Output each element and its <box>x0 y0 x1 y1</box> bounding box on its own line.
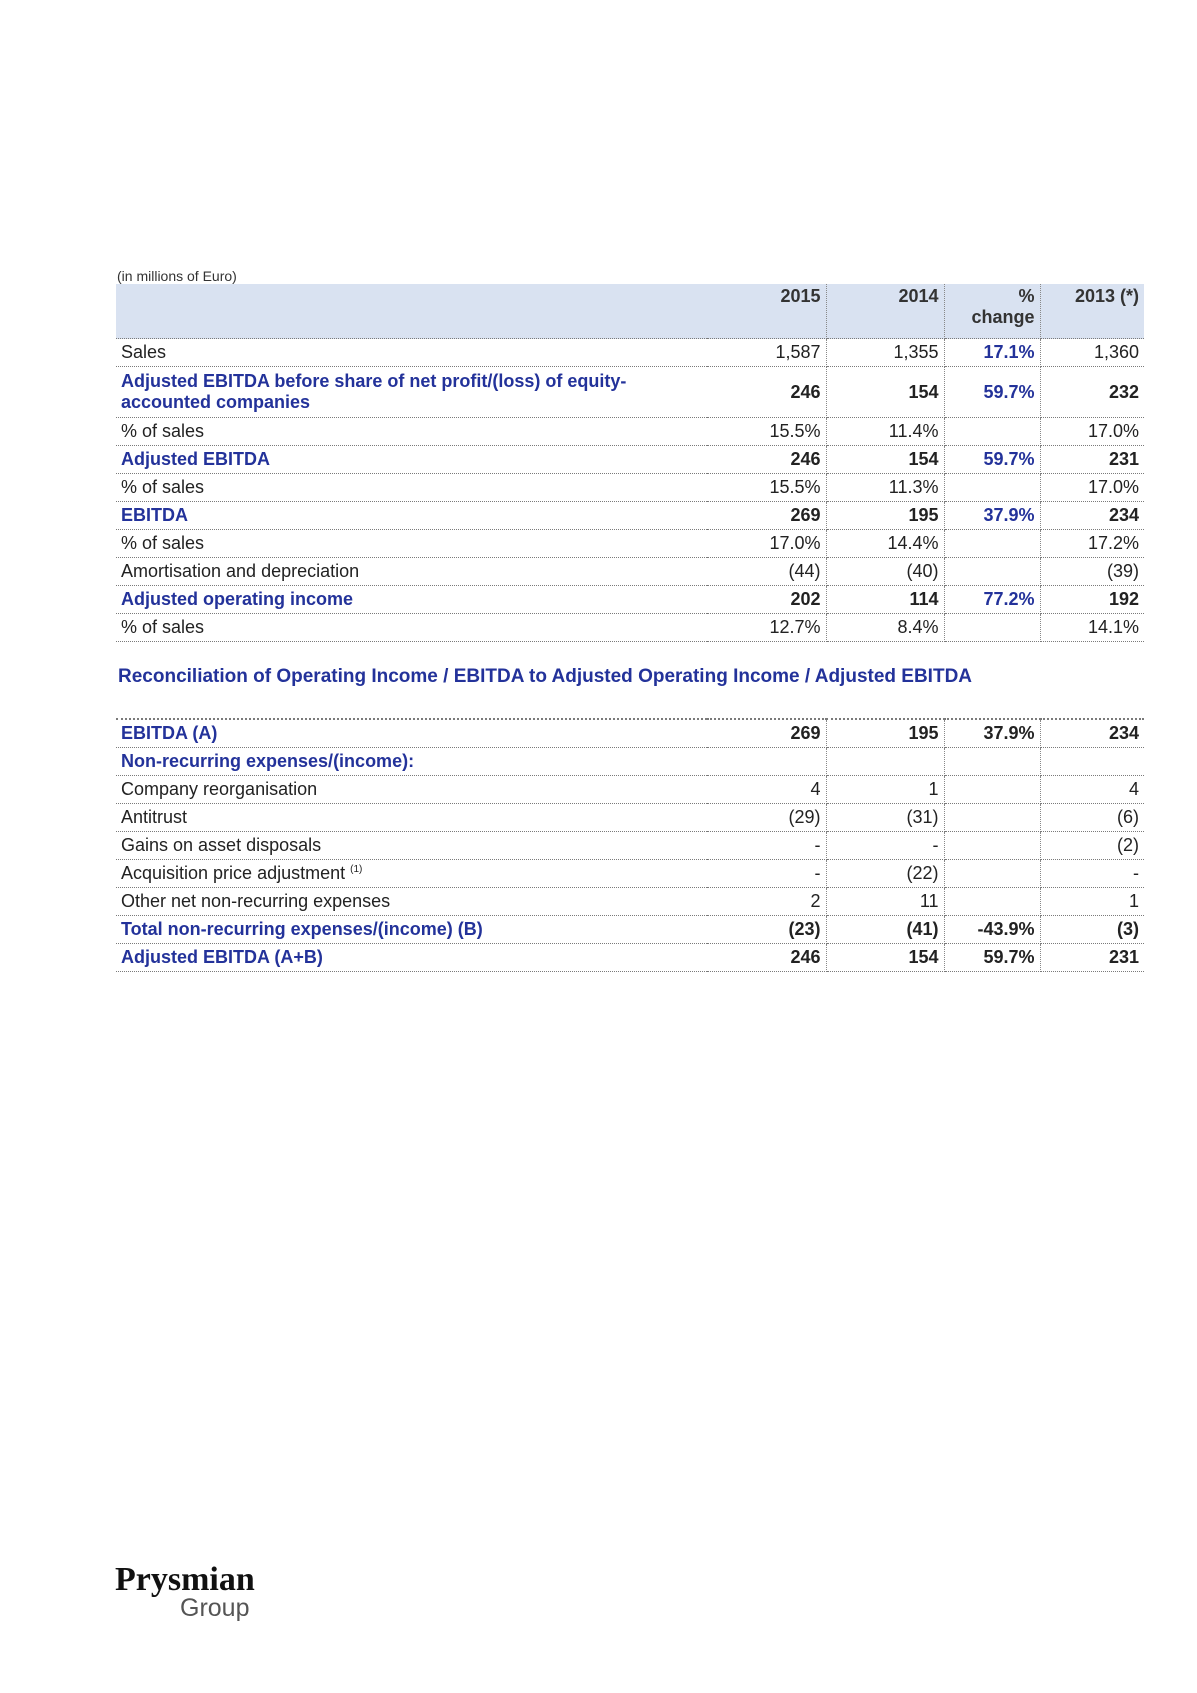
value-percent-change: -43.9% <box>944 916 1040 944</box>
value-2014: (22) <box>826 860 944 888</box>
value-2014: 195 <box>826 719 944 748</box>
value-2015: 246 <box>707 446 826 474</box>
value-percent-change <box>944 832 1040 860</box>
row-label <box>116 776 707 804</box>
footnote-marker: (1) <box>350 864 363 875</box>
value-2013: 234 <box>1040 502 1144 530</box>
value-2014: - <box>826 832 944 860</box>
value-2015: 1,587 <box>707 339 826 367</box>
value-percent-change: 77.2% <box>944 586 1040 614</box>
value-percent-change <box>944 474 1040 502</box>
value-2013 <box>1040 748 1144 776</box>
value-2014: 8.4% <box>826 614 944 642</box>
value-2013: 192 <box>1040 586 1144 614</box>
row-label-text: % of sales <box>121 617 205 637</box>
value-2015: 269 <box>707 502 826 530</box>
row-label-text: Non-recurring expenses/(income): <box>121 751 415 771</box>
value-2013: 1 <box>1040 888 1144 916</box>
row-label-text: Other net non-recurring expenses <box>121 891 391 911</box>
value-percent-change: 37.9% <box>944 502 1040 530</box>
row-label-text: Adjusted EBITDA before share of net profit/(loss) of equity-accounted companies <box>121 371 627 412</box>
row-label <box>116 944 707 972</box>
value-2014: 154 <box>826 446 944 474</box>
value-2014: 11.3% <box>826 474 944 502</box>
value-percent-change <box>944 888 1040 916</box>
value-2013: 17.0% <box>1040 474 1144 502</box>
value-2013: (39) <box>1040 558 1144 586</box>
prysmian-group-logo <box>115 1561 265 1622</box>
header-label-cell <box>116 284 707 339</box>
value-2015: 4 <box>707 776 826 804</box>
row-label <box>116 446 707 474</box>
value-percent-change: 59.7% <box>944 446 1040 474</box>
section-title: Reconciliation of Operating Income / EBITDA to Adjusted Operating Income / Adjusted EBITDA <box>118 666 973 687</box>
value-percent-change: 17.1% <box>944 339 1040 367</box>
row-label-text: Adjusted operating income <box>121 589 354 609</box>
value-2015: 17.0% <box>707 530 826 558</box>
row-label-text: EBITDA <box>121 505 188 525</box>
row-label <box>116 748 707 776</box>
table-header-row <box>116 284 1144 339</box>
row-label <box>116 719 707 748</box>
table-row <box>116 804 1144 832</box>
value-2015: (44) <box>707 558 826 586</box>
value-2015: 2 <box>707 888 826 916</box>
value-percent-change <box>944 530 1040 558</box>
value-2013: 4 <box>1040 776 1144 804</box>
value-2014 <box>826 748 944 776</box>
value-2015: (23) <box>707 916 826 944</box>
table-row <box>116 558 1144 586</box>
value-2015: 246 <box>707 944 826 972</box>
value-2014: 114 <box>826 586 944 614</box>
value-2014: (41) <box>826 916 944 944</box>
row-label-text: EBITDA (A) <box>121 723 218 743</box>
row-label-text: % of sales <box>121 533 205 553</box>
table-row <box>116 719 1144 748</box>
value-2013: 14.1% <box>1040 614 1144 642</box>
value-percent-change <box>944 748 1040 776</box>
value-2014: (31) <box>826 804 944 832</box>
table-row <box>116 860 1144 888</box>
value-2015 <box>707 748 826 776</box>
table-row <box>116 339 1144 367</box>
row-label <box>116 832 707 860</box>
table-row <box>116 832 1144 860</box>
value-2013: (2) <box>1040 832 1144 860</box>
table-row <box>116 530 1144 558</box>
row-label <box>116 888 707 916</box>
header-percent-change <box>944 284 1040 339</box>
table-row <box>116 586 1144 614</box>
value-2013: 232 <box>1040 367 1144 418</box>
value-2013: (3) <box>1040 916 1144 944</box>
table-row <box>116 944 1144 972</box>
row-label-text: Sales <box>121 342 167 362</box>
value-2014: 11 <box>826 888 944 916</box>
row-label-text: Antitrust <box>121 807 188 827</box>
header-change-word: change <box>971 307 1035 327</box>
header-percent-symbol: % <box>1018 286 1035 306</box>
value-2015: 269 <box>707 719 826 748</box>
row-label-text: % of sales <box>121 421 205 441</box>
table-row <box>116 888 1144 916</box>
row-label <box>116 418 707 446</box>
value-percent-change <box>944 614 1040 642</box>
header-2013: 2013 (*) <box>1040 284 1144 339</box>
row-label <box>116 860 707 888</box>
row-label <box>116 586 707 614</box>
value-2015: 12.7% <box>707 614 826 642</box>
value-percent-change <box>944 860 1040 888</box>
value-2013: 231 <box>1040 944 1144 972</box>
value-2013: 17.2% <box>1040 530 1144 558</box>
value-2014: 1 <box>826 776 944 804</box>
value-2014: 1,355 <box>826 339 944 367</box>
table-row <box>116 502 1144 530</box>
row-label <box>116 530 707 558</box>
row-label <box>116 916 707 944</box>
value-percent-change <box>944 558 1040 586</box>
value-2014: 195 <box>826 502 944 530</box>
row-label-text: Total non-recurring expenses/(income) (B) <box>121 919 483 939</box>
value-2014: (40) <box>826 558 944 586</box>
reconciliation-table <box>116 718 1144 972</box>
value-2015: 15.5% <box>707 418 826 446</box>
value-2015: 246 <box>707 367 826 418</box>
value-percent-change: 59.7% <box>944 944 1040 972</box>
financial-summary-table <box>116 284 1144 642</box>
value-percent-change <box>944 804 1040 832</box>
value-2013: - <box>1040 860 1144 888</box>
value-2015: (29) <box>707 804 826 832</box>
row-label <box>116 614 707 642</box>
logo-main-text: Prysmian <box>115 1561 255 1598</box>
row-label-text: Amortisation and depreciation <box>121 561 360 581</box>
value-2013: 231 <box>1040 446 1144 474</box>
row-label <box>116 502 707 530</box>
value-percent-change <box>944 776 1040 804</box>
row-label-text: Gains on asset disposals <box>121 835 322 855</box>
table-row <box>116 614 1144 642</box>
value-2015: 202 <box>707 586 826 614</box>
value-percent-change: 59.7% <box>944 367 1040 418</box>
value-2014: 154 <box>826 367 944 418</box>
header-2014: 2014 <box>826 284 944 339</box>
value-2013: 1,360 <box>1040 339 1144 367</box>
row-label <box>116 339 707 367</box>
row-label <box>116 804 707 832</box>
row-label-text: Company reorganisation <box>121 779 318 799</box>
unit-note: (in millions of Euro) <box>117 268 237 284</box>
row-label <box>116 367 707 418</box>
table-row <box>116 916 1144 944</box>
row-label <box>116 558 707 586</box>
value-2013: 17.0% <box>1040 418 1144 446</box>
table-row <box>116 776 1144 804</box>
row-label-text: Adjusted EBITDA <box>121 449 271 469</box>
table-row <box>116 474 1144 502</box>
row-label-text: Acquisition price adjustment <box>121 863 346 883</box>
row-label <box>116 474 707 502</box>
table-row <box>116 748 1144 776</box>
value-percent-change: 37.9% <box>944 719 1040 748</box>
value-2015: - <box>707 860 826 888</box>
table-row <box>116 446 1144 474</box>
table-row <box>116 418 1144 446</box>
logo-sub-text: Group <box>180 1594 250 1622</box>
table-row <box>116 367 1144 418</box>
row-label-text: Adjusted EBITDA (A+B) <box>121 947 323 967</box>
value-2013: (6) <box>1040 804 1144 832</box>
value-2015: 15.5% <box>707 474 826 502</box>
value-2014: 14.4% <box>826 530 944 558</box>
value-percent-change <box>944 418 1040 446</box>
value-2014: 11.4% <box>826 418 944 446</box>
header-2015: 2015 <box>707 284 826 339</box>
row-label-text: % of sales <box>121 477 205 497</box>
value-2013: 234 <box>1040 719 1144 748</box>
value-2015: - <box>707 832 826 860</box>
value-2014: 154 <box>826 944 944 972</box>
